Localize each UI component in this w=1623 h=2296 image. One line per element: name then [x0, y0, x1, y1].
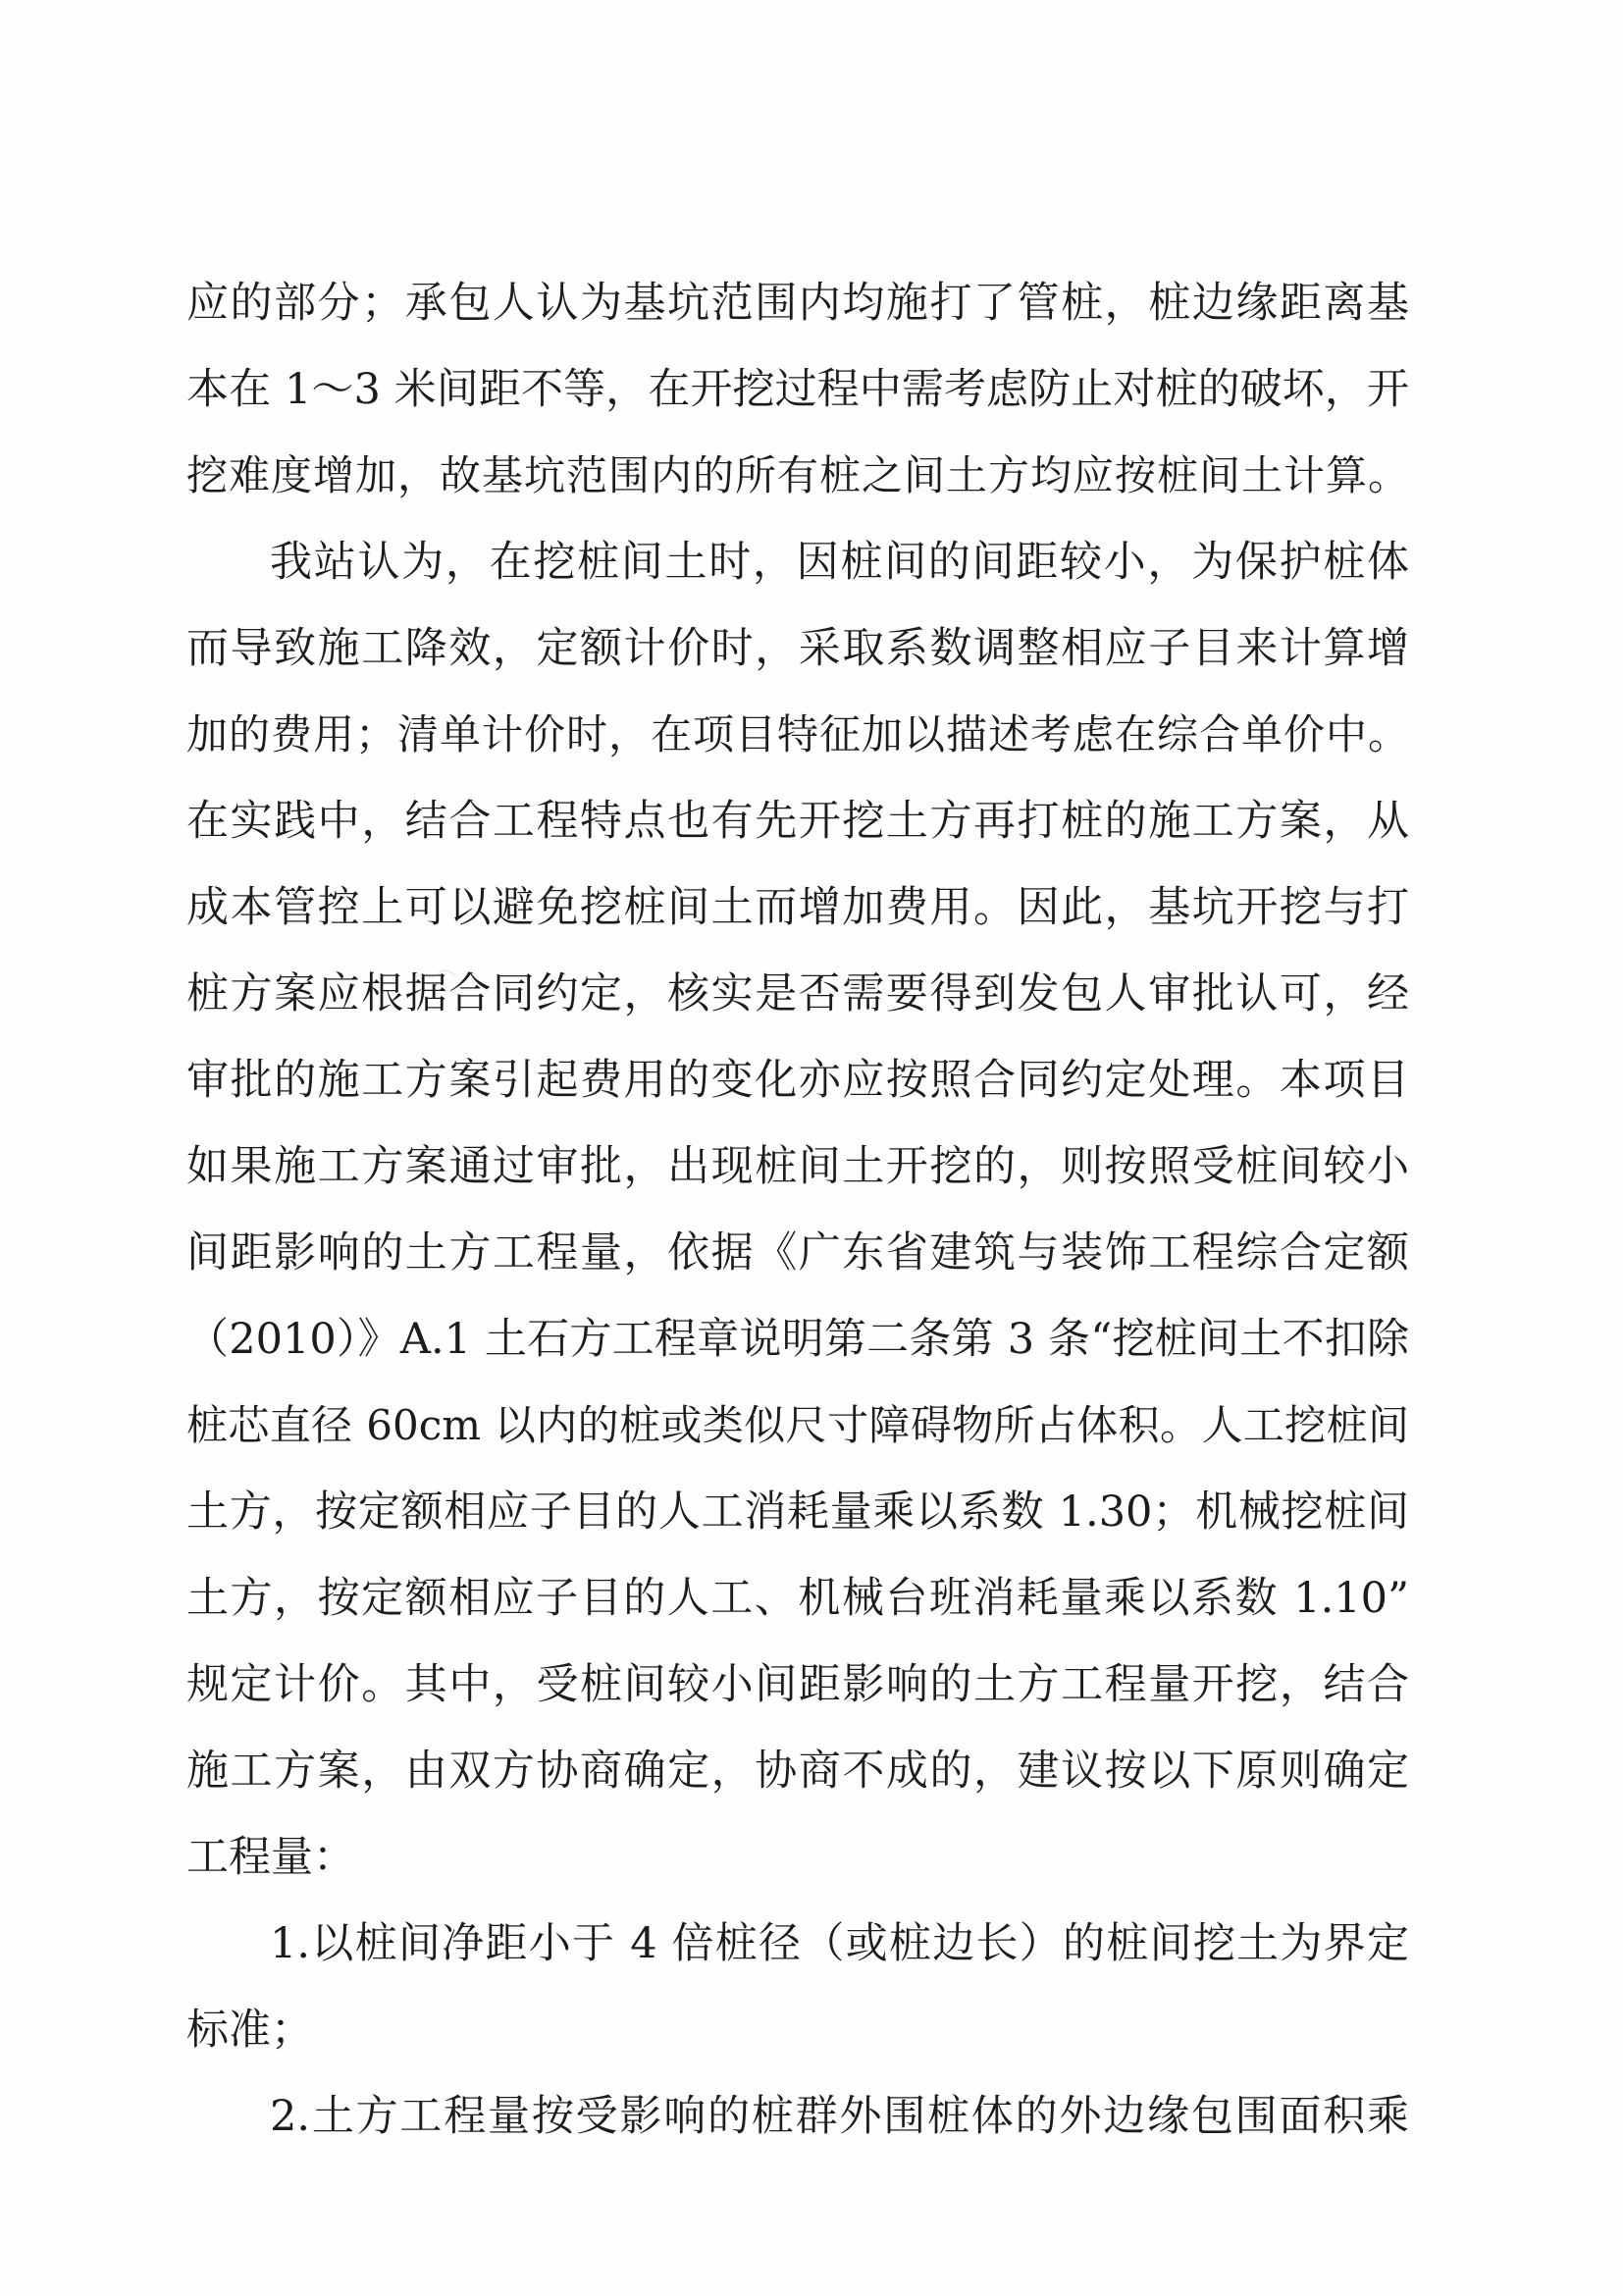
text-line [0, 360, 1623, 419]
text-line [0, 792, 1623, 851]
line-text: 土方，按定额相应子目的人工、机械台班消耗量乘以系数 1.10” [186, 1574, 1409, 1623]
line-text: （2010）》A.1 土石方工程章说明第二条第 3 条“挖桩间土不扣除 [186, 1315, 1409, 1364]
text-line [0, 2087, 1623, 2146]
text-line [0, 1914, 1623, 1973]
line-text: 而导致施工降效，定额计价时，采取系数调整相应子目来计算增 [186, 624, 1409, 673]
text-line [0, 274, 1623, 333]
line-text: 成本管控上可以避免挖桩间土而增加费用。因此，基坑开挖与打 [186, 883, 1409, 932]
line-text: 本在 1～3 米间距不等，在开挖过程中需考虑防止对桩的破坏，开 [186, 365, 1409, 414]
line-text: 审批的施工方案引起费用的变化亦应按照合同约定处理。本项目 [186, 1056, 1409, 1105]
line-text: 我站认为，在挖桩间土时，因桩间的间距较小，为保护桩体 [270, 538, 1409, 587]
line-text: 标准； [186, 2006, 313, 2055]
line-text: 桩芯直径 60cm 以内的桩或类似尺寸障碍物所占体积。人工挖桩间 [186, 1401, 1409, 1449]
line-text: 加的费用；清单计价时，在项目特征加以描述考虑在综合单价中。 [186, 710, 1409, 758]
text-line [0, 533, 1623, 592]
faint-mark [412, 966, 457, 984]
line-text: 1.以桩间净距小于 4 倍桩径（或桩边长）的桩间挖土为界定 [270, 1919, 1409, 1968]
text-line [0, 1310, 1623, 1369]
line-text: 在实践中，结合工程特点也有先开挖土方再打桩的施工方案，从 [186, 797, 1409, 846]
text-line [0, 619, 1623, 678]
text-line [0, 1483, 1623, 1541]
line-text: 桩方案应根据合同约定，核实是否需要得到发包人审批认可，经 [186, 969, 1409, 1018]
line-text: 施工方案，由双方协商确定，协商不成的，建议按以下原则确定 [186, 1747, 1409, 1796]
text-line [0, 1396, 1623, 1455]
text-line [0, 965, 1623, 1023]
line-text: 规定计价。其中，受桩间较小间距影响的土方工程量开挖，结合 [186, 1660, 1409, 1709]
line-text: 2.土方工程量按受影响的桩群外围桩体的外边缘包围面积乘 [270, 2092, 1409, 2141]
text-line [0, 1224, 1623, 1282]
text-line [0, 1828, 1623, 1887]
line-text: 挖难度增加，故基坑范围内的所有桩之间土方均应按桩间土计算。 [186, 451, 1409, 499]
text-line [0, 1742, 1623, 1800]
line-text: 应的部分；承包人认为基坑范围内均施打了管桩，桩边缘距离基 [186, 279, 1409, 328]
line-text: 如果施工方案通过审批，出现桩间土开挖的，则按照受桩间较小 [186, 1142, 1409, 1191]
line-text: 土方，按定额相应子目的人工消耗量乘以系数 1.30；机械挖桩间 [186, 1487, 1409, 1537]
text-line [0, 705, 1623, 764]
text-line [0, 1051, 1623, 1110]
text-line [0, 446, 1623, 505]
text-line [0, 878, 1623, 937]
text-line [0, 2001, 1623, 2060]
line-text: 间距影响的土方工程量，依据《广东省建筑与装饰工程综合定额 [186, 1228, 1409, 1278]
text-line [0, 1655, 1623, 1714]
text-line [0, 1569, 1623, 1628]
line-text: 工程量： [186, 1833, 355, 1882]
text-line [0, 1137, 1623, 1196]
